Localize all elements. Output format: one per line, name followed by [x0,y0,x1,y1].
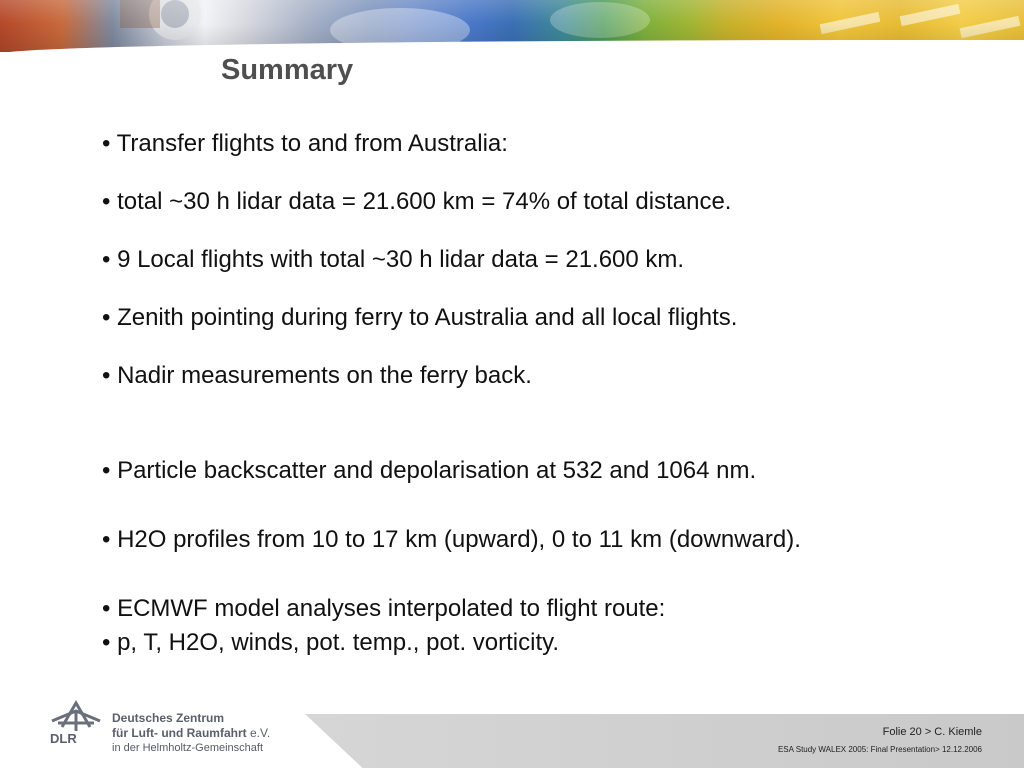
dlr-logo [48,695,308,755]
bullet-nadir: • Nadir measurements on the ferry back. [102,362,532,389]
bullet-transfer-flights: • Transfer flights to and from Australia: [102,130,508,157]
dlr-bird-icon [48,697,104,745]
header-banner [0,0,1024,52]
logo-line-2-suffix: e.V. [250,726,271,740]
slide-title: Summary [221,54,354,86]
slide-number: Folie 20 > C. Kiemle [882,726,982,738]
bullet-zenith: • Zenith pointing during ferry to Australia and all local flights. [102,304,738,331]
logo-line-2-main: für Luft- und Raumfahrt [112,726,247,740]
bullet-ecmwf: • ECMWF model analyses interpolated to flight route: [102,595,666,622]
logo-line-2 [112,726,270,740]
footer-gray-shape [305,714,1024,768]
presentation-note: ESA Study WALEX 2005: Final Presentation> 12.12.2006 [777,745,982,754]
bullet-h2o-profiles: • H2O profiles from 10 to 17 km (upward), 0 to 11 km (downward). [102,526,801,553]
bullet-particle-backscatter: • Particle backscatter and depolarisation at 532 and 1064 nm. [102,457,757,484]
logo-line-3: in der Helmholtz-Gemeinschaft [112,742,264,754]
bullet-variables: • p, T, H2O, winds, pot. temp., pot. vorticity. [102,629,560,656]
bullet-local-flights: • 9 Local flights with total ~30 h lidar data = 21.600 km. [102,246,685,273]
dlr-abbreviation: DLR [50,731,77,745]
logo-line-1: Deutsches Zentrum [112,711,225,725]
bullet-total-lidar: • total ~30 h lidar data = 21.600 km = 74% of total distance. [102,188,732,215]
